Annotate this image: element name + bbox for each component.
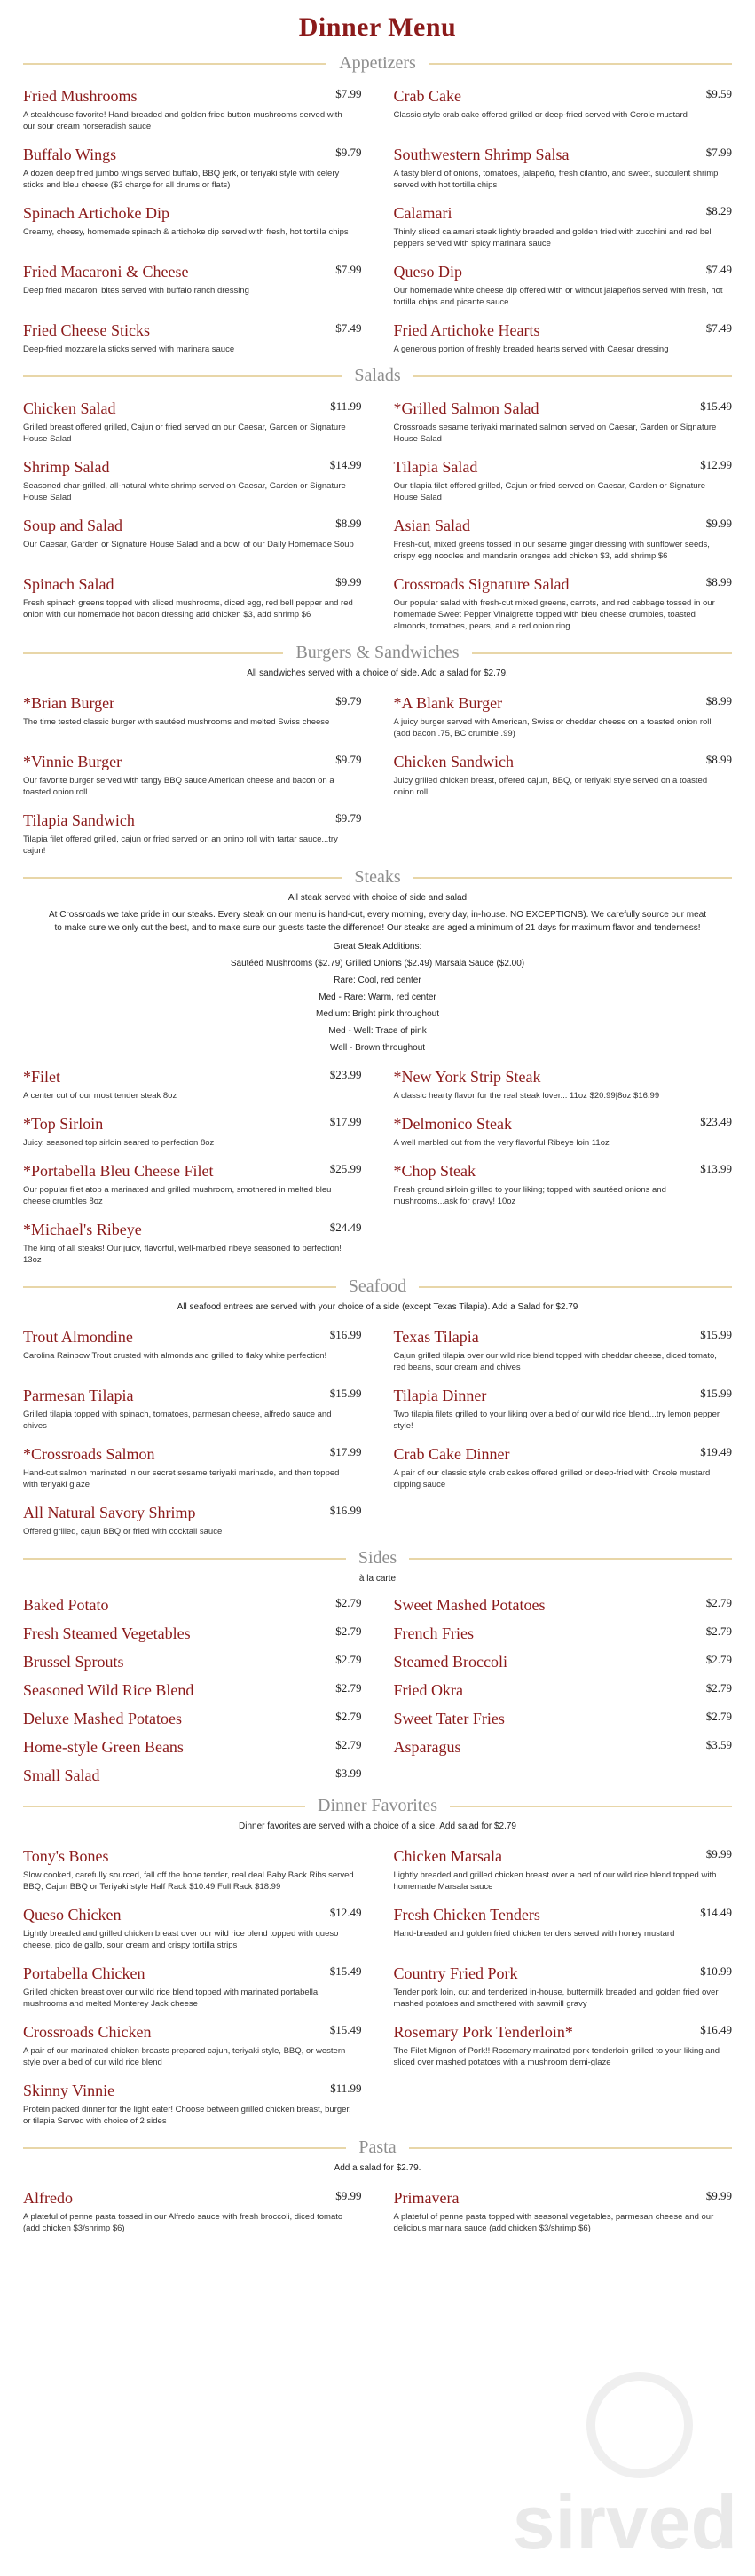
- item-description: A juicy burger served with American, Swiss or cheddar cheese on a toasted onion roll (add bacon .75, BC crumble .99): [393, 717, 712, 739]
- item-price: $9.79: [335, 694, 362, 707]
- item-name: *Filet: [23, 1068, 61, 1086]
- menu-item: [23, 1737, 362, 1757]
- steak-note: All steak served with choice of side and salad: [287, 893, 468, 903]
- item-name: Chicken Salad: [23, 399, 116, 417]
- menu-item: [23, 203, 362, 249]
- menu-grid: [23, 1315, 732, 1537]
- menu-item: [394, 457, 733, 503]
- menu-item: [394, 1161, 733, 1207]
- menu-item: [23, 1766, 362, 1785]
- item-price: $8.99: [335, 517, 362, 530]
- page-title: Dinner Menu: [298, 12, 457, 42]
- item-price: $2.79: [335, 1738, 362, 1751]
- item-name: *Vinnie Burger: [23, 753, 122, 770]
- item-price: $11.99: [330, 399, 362, 413]
- item-name: Fresh Steamed Vegetables: [23, 1624, 191, 1642]
- item-name: Primavera: [393, 2189, 460, 2207]
- menu-item: [23, 810, 362, 857]
- item-description: Tender pork loin, cut and tenderized in-house, buttermilk breaded and golden fried over mashed potatoes and smothered with sawmill gravy: [393, 1987, 719, 2009]
- section-heading: [23, 1548, 732, 1569]
- item-price: $16.99: [329, 1504, 362, 1517]
- steak-note: Rare: Cool, red center: [334, 976, 421, 985]
- item-name: Steamed Broccoli: [393, 1653, 507, 1671]
- item-name: Tilapia Dinner: [393, 1387, 487, 1404]
- divider-line: [450, 1806, 732, 1807]
- section-appetizers: [0, 53, 755, 355]
- item-price: $15.49: [329, 1964, 362, 1978]
- steak-note: Sautéed Mushrooms ($2.79) Grilled Onions ($2.49) Marsala Sauce ($2.00): [230, 959, 525, 968]
- item-price: $17.99: [329, 1115, 362, 1128]
- item-description: Our Caesar, Garden or Signature House Salad and a bowl of our Daily Homemade Soup: [23, 540, 354, 549]
- menu-item: [23, 574, 362, 632]
- item-description: Deep-fried mozzarella sticks served with marinara sauce: [23, 344, 235, 354]
- menu-item: [394, 752, 733, 798]
- item-description: Fresh spinach greens topped with sliced mushrooms, diced egg, red bell pepper and red onion with our homemade hot bacon dressing add chicken $3, add shrimp $6: [23, 598, 353, 620]
- menu-grid: [23, 1055, 732, 1266]
- menu-item: [23, 1964, 362, 2010]
- item-name: Seasoned Wild Rice Blend: [23, 1681, 194, 1699]
- item-price: $8.29: [705, 204, 732, 217]
- item-description: Our popular filet atop a marinated and grilled mushroom, smothered in melted bleu cheese crumbles 8oz: [23, 1185, 332, 1206]
- item-price: $2.79: [335, 1624, 362, 1638]
- item-name: French Fries: [393, 1624, 474, 1642]
- menu-item: [394, 1905, 733, 1951]
- item-description: A steakhouse favorite! Hand-breaded and golden fried button mushrooms served with our sour cream horseradish sauce: [23, 110, 342, 131]
- item-price: $2.79: [705, 1596, 732, 1609]
- section-note: Add a salad for $2.79.: [334, 2163, 421, 2173]
- item-name: Crossroads Chicken: [23, 2023, 152, 2041]
- item-price: $2.79: [705, 1710, 732, 1723]
- menu-item: [394, 1964, 733, 2010]
- item-price: $24.49: [329, 1221, 362, 1234]
- item-description: Fresh-cut, mixed greens tossed in our sesame ginger dressing with sunflower seeds, crispy egg noodles and mandarin oranges add chicken $3, add shrimp $6: [393, 540, 710, 561]
- section-title: Burgers & Sandwiches: [295, 643, 460, 662]
- item-description: Classic style crab cake offered grilled or deep-fried served with Cerole mustard: [393, 110, 688, 120]
- item-description: Our favorite burger served with tangy BBQ sauce American cheese and bacon on a toasted onion roll: [23, 776, 334, 797]
- item-description: A generous portion of freshly breaded hearts served with Caesar dressing: [393, 344, 669, 354]
- item-price: $12.49: [329, 1906, 362, 1919]
- item-price: $8.99: [705, 694, 732, 707]
- menu-item: [394, 1114, 733, 1149]
- item-name: Brussel Sprouts: [23, 1653, 124, 1671]
- menu-item: [23, 457, 362, 503]
- menu-item: [23, 1220, 362, 1266]
- item-description: Offered grilled, cajun BBQ or fried with cocktail sauce: [23, 1527, 223, 1537]
- sirved-logo-icon: [586, 2372, 693, 2478]
- item-name: Baked Potato: [23, 1596, 109, 1614]
- menu-item: [23, 1680, 362, 1700]
- item-description: Juicy, seasoned top sirloin seared to perfection 8oz: [23, 1138, 215, 1148]
- item-name: Sweet Mashed Potatoes: [393, 1596, 546, 1614]
- item-price: $23.99: [329, 1068, 362, 1081]
- menu-item: [394, 145, 733, 191]
- menu-item: [23, 1161, 362, 1207]
- item-price: $3.99: [335, 1766, 362, 1780]
- item-name: Fried Cheese Sticks: [23, 321, 150, 339]
- item-name: *Chop Steak: [393, 1162, 476, 1180]
- item-price: $14.49: [700, 1906, 732, 1919]
- menu-item: [23, 1503, 362, 1537]
- item-name: Fried Mushrooms: [23, 87, 138, 105]
- item-price: $15.99: [700, 1387, 732, 1400]
- item-price: $10.99: [700, 1964, 732, 1978]
- item-price: $17.99: [329, 1445, 362, 1458]
- item-description: Hand-breaded and golden fried chicken tenders served with honey mustard: [393, 1929, 675, 1939]
- item-price: $2.79: [705, 1653, 732, 1666]
- item-description: Juicy grilled chicken breast, offered cajun, BBQ, or teriyaki style served on a toasted onion roll: [393, 776, 708, 797]
- item-description: A center cut of our most tender steak 8oz: [23, 1091, 177, 1101]
- item-description: Lightly breaded and grilled chicken breast over a bed of our wild rice blend topped with homemade Marsala sauce: [393, 1870, 717, 1892]
- item-description: Creamy, cheesy, homemade spinach & artichoke dip served with fresh, hot tortilla chips: [23, 227, 349, 237]
- menu-item: [23, 399, 362, 445]
- item-description: Grilled tilapia topped with spinach, tomatoes, parmesan cheese, alfredo sauce and chives: [23, 1410, 332, 1431]
- item-price: $8.99: [705, 753, 732, 766]
- item-description: Tilapia filet offered grilled, cajun or fried served on an onino roll with tartar sauce...try cajun!: [23, 834, 338, 856]
- item-description: Our tilapia filet offered grilled, Cajun or fried served on Caesar, Garden or Signature House Salad: [393, 481, 706, 502]
- item-name: All Natural Savory Shrimp: [23, 1504, 196, 1521]
- item-price: $2.79: [335, 1681, 362, 1695]
- divider-line: [23, 63, 326, 65]
- item-name: Calamari: [393, 204, 452, 222]
- menu-item: [23, 2081, 362, 2127]
- section-sides: [0, 1548, 755, 1785]
- item-description: Our popular salad with fresh-cut mixed greens, carrots, and red cabbage tossed in our homemade Sweet Pepper Vinaigrette topped with bleu cheese crumbles, toasted almonds, tomatoes, pears, and a red onion ring: [393, 598, 715, 631]
- section-title: Seafood: [348, 1276, 407, 1296]
- item-name: *Top Sirloin: [23, 1115, 104, 1133]
- item-price: $8.99: [705, 575, 732, 589]
- divider-line: [429, 63, 732, 65]
- menu-item: [23, 1709, 362, 1728]
- item-name: Queso Chicken: [23, 1906, 122, 1924]
- menu-item: [23, 1905, 362, 1951]
- menu-item: [23, 1846, 362, 1892]
- item-price: $9.79: [335, 753, 362, 766]
- menu-item: [394, 574, 733, 632]
- watermark: sirved: [512, 2480, 737, 2565]
- item-description: Grilled breast offered grilled, Cajun or fried served on our Caesar, Garden or Signature House Salad: [23, 423, 346, 444]
- item-description: Grilled chicken breast over our wild rice blend topped with marinated portabella mushrooms and melted Monterey Jack cheese: [23, 1987, 319, 2009]
- section-note: All sandwiches served with a choice of side. Add a salad for $2.79.: [247, 668, 508, 678]
- item-name: *A Blank Burger: [393, 694, 503, 712]
- menu-grid: [23, 74, 732, 355]
- item-name: Fried Macaroni & Cheese: [23, 263, 189, 281]
- item-description: A pair of our marinated chicken breasts prepared cajun, teriyaki style, BBQ, or western style over a bed of our wild rice blend: [23, 2046, 346, 2067]
- menu-sections: [0, 53, 755, 2234]
- menu-item: [23, 1652, 362, 1671]
- menu-item: [394, 1737, 733, 1757]
- item-name: Small Salad: [23, 1766, 100, 1784]
- item-price: $16.49: [700, 2023, 732, 2036]
- item-price: $7.99: [705, 146, 732, 159]
- section-salads: [0, 366, 755, 632]
- item-description: A classic hearty flavor for the real steak lover... 11oz $20.99|8oz $16.99: [393, 1091, 660, 1101]
- steak-note: Great Steak Additions:: [333, 942, 422, 952]
- divider-line: [409, 1558, 732, 1560]
- item-description: The king of all steaks! Our juicy, flavorful, well-marbled ribeye seasoned to perfection! 13oz: [23, 1244, 342, 1265]
- section-note: All seafood entrees are served with your choice of a side (except Texas Tilapia). Add a Salad for $2.79: [177, 1302, 578, 1312]
- menu-grid: [23, 681, 732, 857]
- item-price: $9.99: [705, 1847, 732, 1861]
- divider-line: [23, 877, 342, 879]
- menu-item: [394, 1595, 733, 1615]
- menu-item: [23, 320, 362, 355]
- item-description: A plateful of penne pasta tossed in our Alfredo sauce with fresh broccoli, diced tomato (add chicken $3/shrimp $6): [23, 2212, 343, 2233]
- divider-line: [23, 1806, 305, 1807]
- item-name: Fried Artichoke Hearts: [393, 321, 540, 339]
- section-heading: [23, 867, 732, 888]
- item-name: *New York Strip Steak: [393, 1068, 541, 1086]
- item-description: A pair of our classic style crab cakes offered grilled or deep-fried with Creole mustard dipping sauce: [393, 1468, 711, 1489]
- item-name: *Portabella Bleu Cheese Filet: [23, 1162, 214, 1180]
- item-name: Rosemary Pork Tenderloin*: [393, 2023, 573, 2041]
- menu-grid: [23, 386, 732, 632]
- item-price: $7.49: [705, 263, 732, 276]
- menu-item: [394, 399, 733, 445]
- item-price: $9.79: [335, 811, 362, 825]
- item-description: Hand-cut salmon marinated in our secret sesame teriyaki marinade, and then topped with teriyaki glaze: [23, 1468, 340, 1489]
- item-name: Chicken Marsala: [393, 1847, 502, 1865]
- section-burgers: [0, 643, 755, 857]
- menu-item: [23, 145, 362, 191]
- item-price: $2.79: [705, 1624, 732, 1638]
- menu-item: [394, 86, 733, 132]
- section-seafood: [0, 1276, 755, 1537]
- menu-item: [394, 203, 733, 249]
- item-description: A tasty blend of onions, tomatoes, jalapeño, fresh cilantro, and sweet, succulent shrimp served with hot tortilla chips: [393, 169, 719, 190]
- section-pasta: [0, 2137, 755, 2234]
- item-name: Tilapia Salad: [393, 458, 478, 476]
- menu-item: [394, 1680, 733, 1700]
- item-price: $7.49: [705, 321, 732, 335]
- section-note: Dinner favorites are served with a choice of a side. Add salad for $2.79: [239, 1821, 516, 1831]
- item-price: $9.99: [705, 2189, 732, 2202]
- item-description: Cajun grilled tilapia over our wild rice blend topped with cheddar cheese, diced tomato, red beans, sour cream and chives: [393, 1351, 717, 1372]
- item-price: $25.99: [329, 1162, 362, 1175]
- item-name: Buffalo Wings: [23, 146, 117, 163]
- divider-line: [23, 652, 283, 654]
- steak-note: At Crossroads we take pride in our steaks. Every steak on our menu is hand-cut, every morning, every day, in-house. NO EXCEPTIONS). We carefully source our meat to make sure we only cut the best, and to make sure our guests taste the difference! Our steaks are aged a minimum of 21 days for maximum flavor and tenderness!: [48, 910, 707, 933]
- menu-item: [23, 752, 362, 798]
- section-heading: [23, 2137, 732, 2158]
- item-description: The time tested classic burger with sautéed mushrooms and melted Swiss cheese: [23, 717, 330, 727]
- menu-grid: [23, 1834, 732, 2127]
- item-price: $2.79: [335, 1710, 362, 1723]
- section-heading: [23, 1796, 732, 1816]
- item-description: Carolina Rainbow Trout crusted with almonds and grilled to flaky white perfection!: [23, 1351, 327, 1361]
- menu-item: [23, 1386, 362, 1432]
- menu-item: [394, 1624, 733, 1643]
- menu-item: [23, 1595, 362, 1615]
- section-title: Sides: [358, 1548, 397, 1568]
- menu-item: [394, 1652, 733, 1671]
- item-price: $9.99: [335, 575, 362, 589]
- menu-item: [394, 2022, 733, 2068]
- steak-note: Medium: Bright pink throughout: [316, 1009, 439, 1019]
- item-price: $9.99: [335, 2189, 362, 2202]
- item-name: *Crossroads Salmon: [23, 1445, 155, 1463]
- item-price: $2.79: [335, 1596, 362, 1609]
- item-name: Tony's Bones: [23, 1847, 109, 1865]
- item-name: Alfredo: [23, 2189, 73, 2207]
- item-name: Southwestern Shrimp Salsa: [393, 146, 570, 163]
- divider-line: [23, 1558, 346, 1560]
- menu-item: [394, 1067, 733, 1102]
- section-title: Salads: [354, 366, 401, 385]
- item-name: *Delmonico Steak: [393, 1115, 512, 1133]
- item-name: *Brian Burger: [23, 694, 115, 712]
- item-name: Skinny Vinnie: [23, 2082, 115, 2099]
- item-name: Texas Tilapia: [393, 1328, 479, 1346]
- menu-item: [23, 86, 362, 132]
- item-name: Asparagus: [393, 1738, 461, 1756]
- item-price: $11.99: [330, 2082, 362, 2095]
- item-price: $13.99: [700, 1162, 732, 1175]
- menu-item: [394, 1386, 733, 1432]
- menu-item: [23, 516, 362, 562]
- steak-note: Med - Rare: Warm, red center: [319, 992, 436, 1002]
- item-name: Crab Cake Dinner: [393, 1445, 510, 1463]
- item-name: Spinach Salad: [23, 575, 114, 593]
- menu-item: [394, 1709, 733, 1728]
- item-name: Crab Cake: [393, 87, 461, 105]
- menu-item: [23, 2022, 362, 2068]
- divider-line: [413, 877, 732, 879]
- menu-item: [23, 1624, 362, 1643]
- item-description: Deep fried macaroni bites served with buffalo ranch dressing: [23, 286, 249, 296]
- item-name: Spinach Artichoke Dip: [23, 204, 169, 222]
- item-name: Fried Okra: [393, 1681, 463, 1699]
- item-price: $9.79: [335, 146, 362, 159]
- item-price: $15.99: [700, 1328, 732, 1341]
- menu-item: [394, 2188, 733, 2234]
- item-name: Tilapia Sandwich: [23, 811, 135, 829]
- item-price: $9.59: [705, 87, 732, 100]
- item-name: Chicken Sandwich: [393, 753, 514, 770]
- menu-item: [23, 1067, 362, 1102]
- item-name: Asian Salad: [393, 517, 470, 534]
- item-price: $3.59: [705, 1738, 732, 1751]
- item-name: *Grilled Salmon Salad: [393, 399, 539, 417]
- menu-item: [394, 1327, 733, 1373]
- menu-item: [23, 262, 362, 308]
- section-heading: [23, 643, 732, 663]
- section-title: Appetizers: [339, 53, 416, 73]
- item-name: Fresh Chicken Tenders: [393, 1906, 540, 1924]
- menu-item: [394, 693, 733, 739]
- item-description: A dozen deep fried jumbo wings served buffalo, BBQ jerk, or teriyaki style with celery sticks and bleu cheese ($3 charge for all drums or flats): [23, 169, 340, 190]
- item-name: Soup and Salad: [23, 517, 122, 534]
- item-description: Protein packed dinner for the light eater! Choose between grilled chicken breast, burger, or tilapia Served with choice of 2 sides: [23, 2105, 351, 2126]
- divider-line: [409, 2147, 732, 2149]
- item-description: A well marbled cut from the very flavorful Ribeye loin 11oz: [393, 1138, 610, 1148]
- item-price: $15.49: [329, 2023, 362, 2036]
- menu-item: [394, 320, 733, 355]
- item-description: Fresh ground sirloin grilled to your liking; topped with sautéed onions and mushrooms...ask for gravy! 10oz: [393, 1185, 666, 1206]
- item-name: Country Fried Pork: [393, 1964, 518, 1982]
- section-favorites: [0, 1796, 755, 2127]
- item-price: $2.79: [705, 1681, 732, 1695]
- section-title: Pasta: [358, 2137, 397, 2157]
- menu-item: [394, 516, 733, 562]
- divider-line: [419, 1286, 732, 1288]
- item-name: Parmesan Tilapia: [23, 1387, 134, 1404]
- item-description: The Filet Mignon of Pork!! Rosemary marinated pork tenderloin grilled to your liking and sliced over mashed potatoes with a mushroom demi-glaze: [393, 2046, 720, 2067]
- item-price: $7.49: [335, 321, 362, 335]
- section-title: Dinner Favorites: [318, 1796, 437, 1815]
- steak-note: Med - Well: Trace of pink: [328, 1026, 427, 1036]
- menu-item: [394, 1444, 733, 1490]
- item-name: Queso Dip: [393, 263, 462, 281]
- item-name: Trout Almondine: [23, 1328, 133, 1346]
- menu-item: [23, 1114, 362, 1149]
- divider-line: [472, 652, 732, 654]
- item-price: $9.99: [705, 517, 732, 530]
- menu-grid: [23, 1586, 732, 1785]
- item-description: Seasoned char-grilled, all-natural white shrimp served on Caesar, Garden or Signature House Salad: [23, 481, 346, 502]
- item-price: $15.99: [329, 1387, 362, 1400]
- item-price: $12.99: [700, 458, 732, 471]
- item-description: Our homemade white cheese dip offered with or without jalapeños served with fresh, hot tortilla chips and picante sauce: [393, 286, 723, 307]
- item-name: Crossroads Signature Salad: [393, 575, 570, 593]
- item-price: $19.49: [700, 1445, 732, 1458]
- divider-line: [23, 375, 342, 377]
- item-price: $7.99: [335, 263, 362, 276]
- menu-item: [23, 1327, 362, 1373]
- item-description: Two tilapia filets grilled to your liking over a bed of our wild rice blend...try lemon pepper style!: [393, 1410, 720, 1431]
- item-name: Home-style Green Beans: [23, 1738, 184, 1756]
- item-price: $7.99: [335, 87, 362, 100]
- item-description: A plateful of penne pasta topped with seasonal vegetables, parmesan cheese and our delicious marinara sauce (add chicken $3/shrimp $6): [393, 2212, 714, 2233]
- divider-line: [23, 2147, 346, 2149]
- item-name: *Michael's Ribeye: [23, 1221, 142, 1238]
- steak-note: Well - Brown throughout: [329, 1043, 426, 1053]
- menu-item: [23, 1444, 362, 1490]
- item-name: Sweet Tater Fries: [393, 1710, 505, 1727]
- menu-grid: [23, 2176, 732, 2234]
- item-price: $23.49: [700, 1115, 732, 1128]
- menu-item: [23, 693, 362, 739]
- section-heading: [23, 1276, 732, 1297]
- item-name: Portabella Chicken: [23, 1964, 145, 1982]
- section-title: Steaks: [354, 867, 401, 887]
- item-price: $14.99: [329, 458, 362, 471]
- menu-item: [394, 1846, 733, 1892]
- section-heading: [23, 366, 732, 386]
- divider-line: [413, 375, 732, 377]
- menu-item: [394, 262, 733, 308]
- menu-item: [23, 2188, 362, 2234]
- divider-line: [23, 1286, 336, 1288]
- item-description: Thinly sliced calamari steak lightly breaded and golden fried with zucchini and red bell peppers served with spicy marinara sauce: [393, 227, 713, 249]
- section-heading: [23, 53, 732, 74]
- item-name: Deluxe Mashed Potatoes: [23, 1710, 182, 1727]
- item-description: Slow cooked, carefully sourced, fall off the bone tender, real deal Baby Back Ribs served BBQ, Cajun BBQ or Teriyaki style Half Rack $10.49 Full Rack $18.99: [23, 1870, 354, 1892]
- item-price: $15.49: [700, 399, 732, 413]
- item-name: Shrimp Salad: [23, 458, 110, 476]
- item-description: Crossroads sesame teriyaki marinated salmon served on Caesar, Garden or Signature House Salad: [393, 423, 717, 444]
- section-note: à la carte: [358, 1574, 397, 1584]
- item-price: $2.79: [335, 1653, 362, 1666]
- item-description: Lightly breaded and grilled chicken breast over our wild rice blend topped with queso cheese, pico de gallo, sour cream and crispy tortilla strips: [23, 1929, 339, 1950]
- item-price: $16.99: [329, 1328, 362, 1341]
- section-steaks: [0, 867, 755, 1266]
